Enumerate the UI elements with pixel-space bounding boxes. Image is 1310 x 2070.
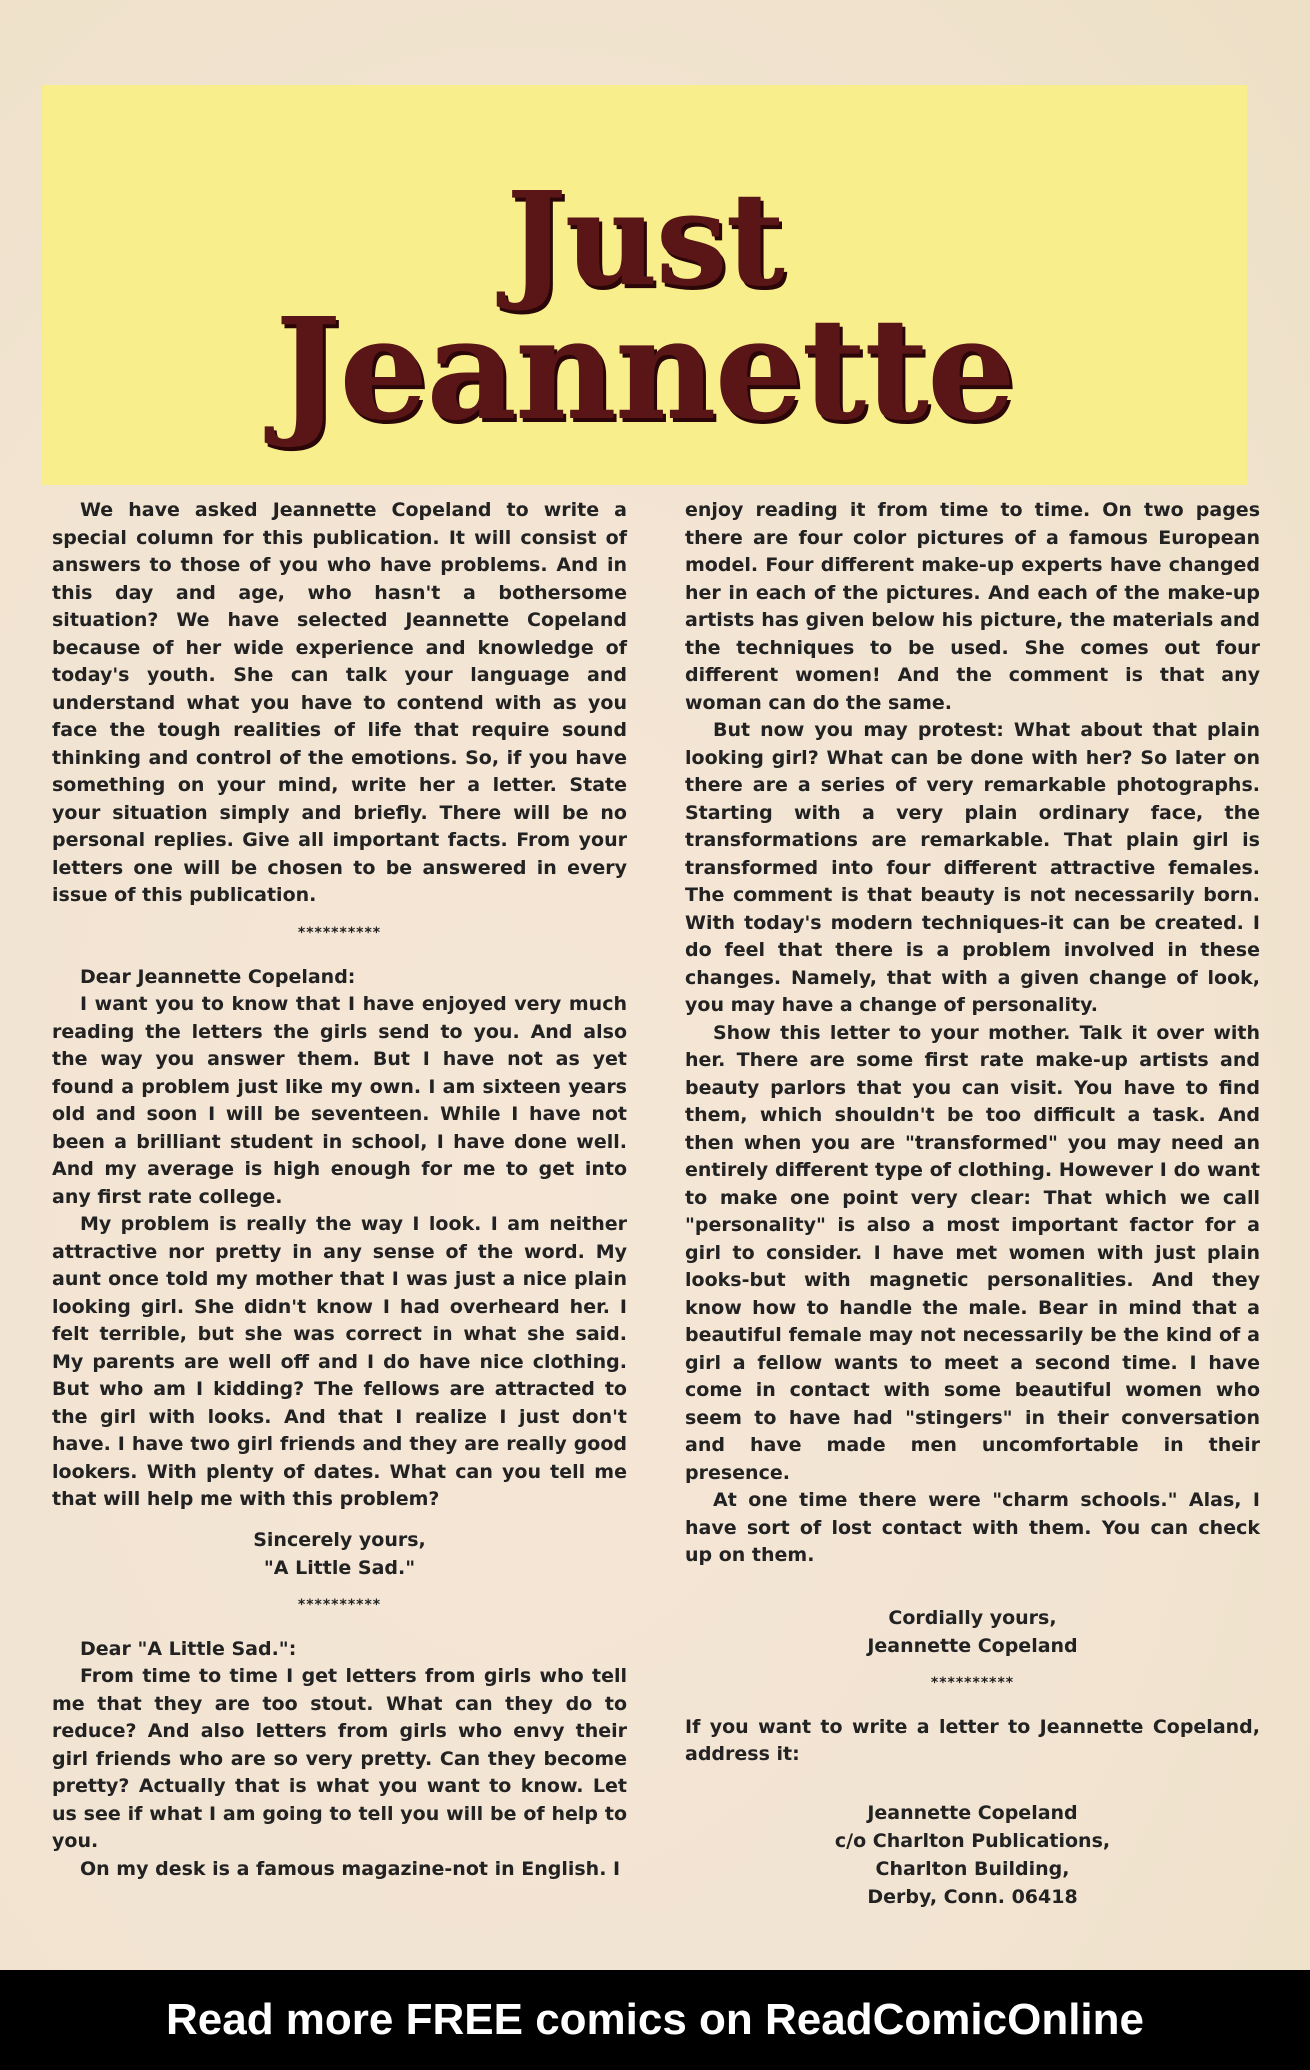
address-line: Jeannette Copeland <box>867 1801 1078 1824</box>
reply-paragraph: At one time there were "charm schools." Alas, I have sort of lost contact with them. You can check up on them. <box>685 1489 1260 1566</box>
footer-banner: Read more FREE comics on ReadComicOnline <box>0 1970 1310 2070</box>
title-line-2: Jeannette <box>274 288 1015 452</box>
separator: ********** <box>297 924 382 941</box>
reply-signature: Jeannette Copeland <box>867 1634 1078 1657</box>
reply-closing: Cordially yours, <box>888 1606 1057 1629</box>
letter-paragraph: I want you to know that I have enjoyed very much reading the letters the girls send to you. And also the way you answer them. But I have not as yet found a problem just like my own. I am sixteen years old and soon I will be seventeen. While I have not been a brilliant student in school, I have done well. And my average is high enough for me to get into any first rate college. <box>52 993 627 1208</box>
write-note: If you want to write a letter to Jeannette Copeland, address it: <box>685 1715 1260 1765</box>
title-banner <box>42 85 1247 485</box>
letter-paragraph: My problem is really the way I look. I am neither attractive nor pretty in any sense of the word. My aunt once told my mother that I was just a nice plain looking girl. She didn't know I had overheard her. I felt terrible, but she was correct in what she said. My parents are well off and I do have nice clothing. But who am I kidding? The fellows are attracted to the girl with looks. And that I realize I just don't have. I have two girl friends and they are really good lookers. With plenty of dates. What can you tell me that will help me with this problem? <box>52 1213 627 1510</box>
reply-paragraph: But now you may protest: What about that plain looking girl? What can be done with her? So later on there are a series of very remarkable photographs. Starting with a very plain ordinary face, the transformations are remarkable. That plain girl is transformed into four different attractive females. The comment is that beauty is not necessarily born. With today's modern techniques-it can be created. I do feel that there is a problem involved in these changes. Namely, that with a given change of look, you may have a change of personality. <box>685 719 1260 1016</box>
letter-greeting: Dear Jeannette Copeland: <box>80 965 356 988</box>
address-line: c/o Charlton Publications, <box>834 1829 1111 1852</box>
right-column <box>685 497 1260 1911</box>
reply-paragraph: From time to time I get letters from girls who tell me that they are too stout. What can they do to reduce? And also letters from girls who envy their girl friends who are so very pretty. Can they become pretty? Actually that is what you want to know. Let us see if what I am going to tell you will be of help to you. <box>52 1665 627 1852</box>
intro-paragraph: We have asked Jeannette Copeland to write a special column for this publication. It will consist of answers to those of you who have problems. And in this day and age, who hasn't a bothersome situation? We have selected Jeannette Copeland because of her wide experience and knowledge of today's youth. She can talk your language and understand what you have to contend with as you face the tough realities of life that require sound thinking and control of the emotions. So, if you have something on your mind, write her a letter. State your situation simply and briefly. There will be no personal replies. Give all important facts. From your letters one will be chosen to be answered in every issue of this publication. <box>52 499 627 906</box>
left-column <box>52 497 627 1883</box>
reply-paragraph: On my desk is a famous magazine-not in English. I <box>80 1857 621 1880</box>
letter-signature: "A Little Sad." <box>263 1556 416 1579</box>
address-line: Derby, Conn. 06418 <box>867 1885 1078 1908</box>
reply-paragraph: enjoy reading it from time to time. On two pages there are four color pictures of a famous European model. Four different make-up experts have changed her in each of the pictures. And each of the make-up artists has given below his picture, the materials and the techniques to be used. She comes out four different women! And the comment is that any woman can do the same. <box>685 499 1260 714</box>
separator: ********** <box>297 1596 382 1613</box>
reply-greeting: Dear "A Little Sad.": <box>80 1637 297 1660</box>
reply-paragraph: Show this letter to your mother. Talk it over with her. There are some first rate make-up artists and beauty parlors that you can visit. You have to find them, which shouldn't be too difficult a task. And then when you are "transformed" you may need an entirely different type of clothing. However I do want to make one point very clear: That which we call "personality" is also a most important factor for a girl to consider. I have met women with just plain looks-but with magnetic personalities. And they know how to handle the male. Bear in mind that a beautiful female may not necessarily be the kind of a girl a fellow wants to meet a second time. I have come in contact with some beautiful women who seem to have had "stingers" in their conversation and have made men uncomfortable in their presence. <box>685 1021 1260 1484</box>
letter-closing: Sincerely yours, <box>253 1528 426 1551</box>
separator: ********** <box>930 1674 1015 1691</box>
mailing-address <box>685 1799 1260 1911</box>
address-line: Charlton Building, <box>875 1857 1070 1880</box>
title-line-1: Just <box>506 165 783 315</box>
letter-signoff <box>52 1526 627 1582</box>
reply-signoff <box>685 1604 1260 1660</box>
